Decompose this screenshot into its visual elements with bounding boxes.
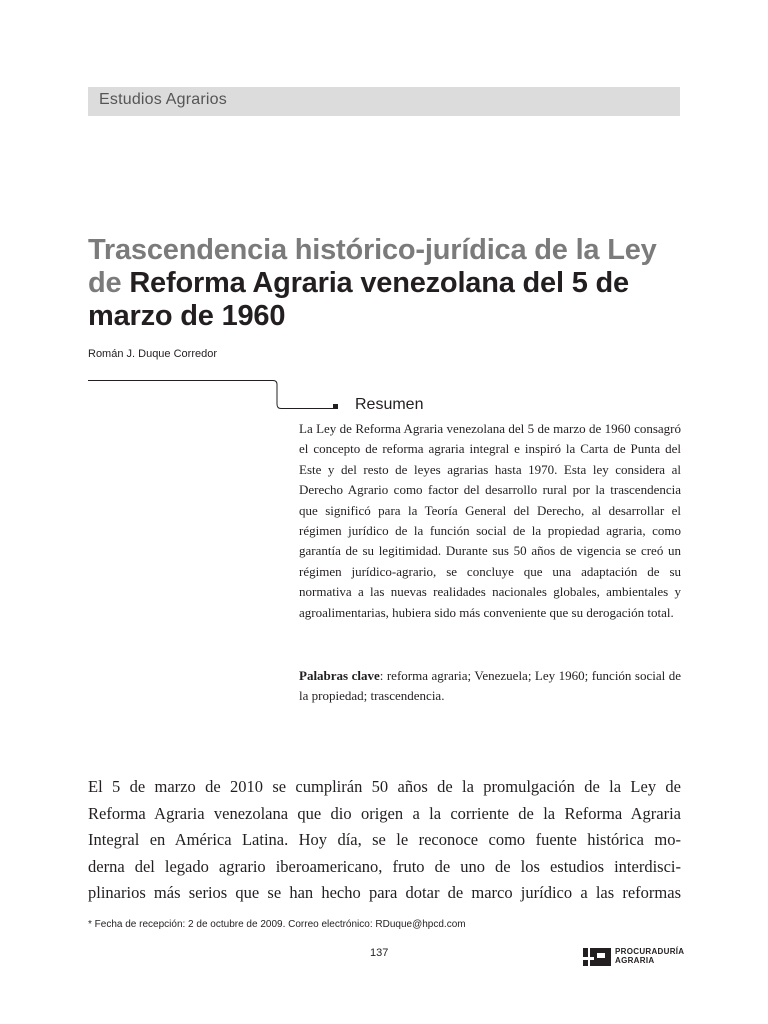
logo-line-1: PROCURADURÍA (615, 947, 685, 956)
body-line: Reforma Agraria venezolana que dio origen a la corriente de la Reforma Agraria (88, 803, 681, 823)
footnote: * Fecha de recepción: 2 de octubre de 2009. Correo electrónico: RDuque@hpcd.com (88, 919, 466, 930)
body-line: derna del legado agrario iberoamericano, fruto de uno de los estudios interdisci- (88, 856, 681, 876)
abstract-connector-line (88, 380, 348, 414)
abstract-heading: Resumen (355, 396, 424, 413)
logo-line-2: AGRARIA (615, 956, 655, 965)
body-line: plinarios más serios que se han hecho para dotar de marco jurídico a las reformas (88, 883, 681, 902)
logo-text (615, 947, 684, 965)
keywords-label: Palabras clave (299, 668, 380, 683)
header-band (88, 87, 680, 116)
author-name: Román J. Duque Corredor (88, 348, 218, 360)
procuraduria-logo-icon (583, 946, 611, 966)
body-line: El 5 de marzo de 2010 se cumplirán 50 años de la promulgación de la Ley de (88, 777, 681, 796)
title-dark-part: Reforma Agraria venezolana del 5 de marzo de 1960 (88, 267, 629, 332)
title-gray-part: Trascendencia histórico-jurídica de la Ley de (88, 234, 657, 299)
procuraduria-logo (583, 946, 684, 966)
article-title (88, 234, 688, 333)
body-paragraph (88, 774, 681, 907)
keywords (299, 666, 681, 707)
section-label: Estudios Agrarios (99, 91, 227, 108)
page-number: 137 (370, 947, 389, 959)
resumen-bullet (333, 404, 338, 409)
abstract-text: La Ley de Reforma Agraria venezolana del 5 de marzo de 1960 consagró el concepto de reforma agraria integral e inspiró la Carta de Punta del Este y del resto de leyes agrarias hasta 1970. Esta ley considera al Derecho Agrario como factor del desarrollo rural por la trascendencia que significó para la Teoría General del Derecho, al desarrollar el régimen jurídico de la función social de la propiedad agraria, como garantía de su legitimidad. Durante sus 50 años de vigencia se creó un régimen jurídico-agrario, se concluye que una adaptación de su normativa a las nuevas realidades nacionales globales, ambientales y agroalimentarias, hubiera sido más conveniente que su derogación total. (299, 421, 681, 620)
body-line: Integral en América Latina. Hoy día, se le reconoce como fuente histórica mo- (88, 830, 681, 849)
keywords-text: : reforma agraria; Venezuela; Ley 1960; función social de la propiedad; trascendencia. (299, 668, 681, 704)
